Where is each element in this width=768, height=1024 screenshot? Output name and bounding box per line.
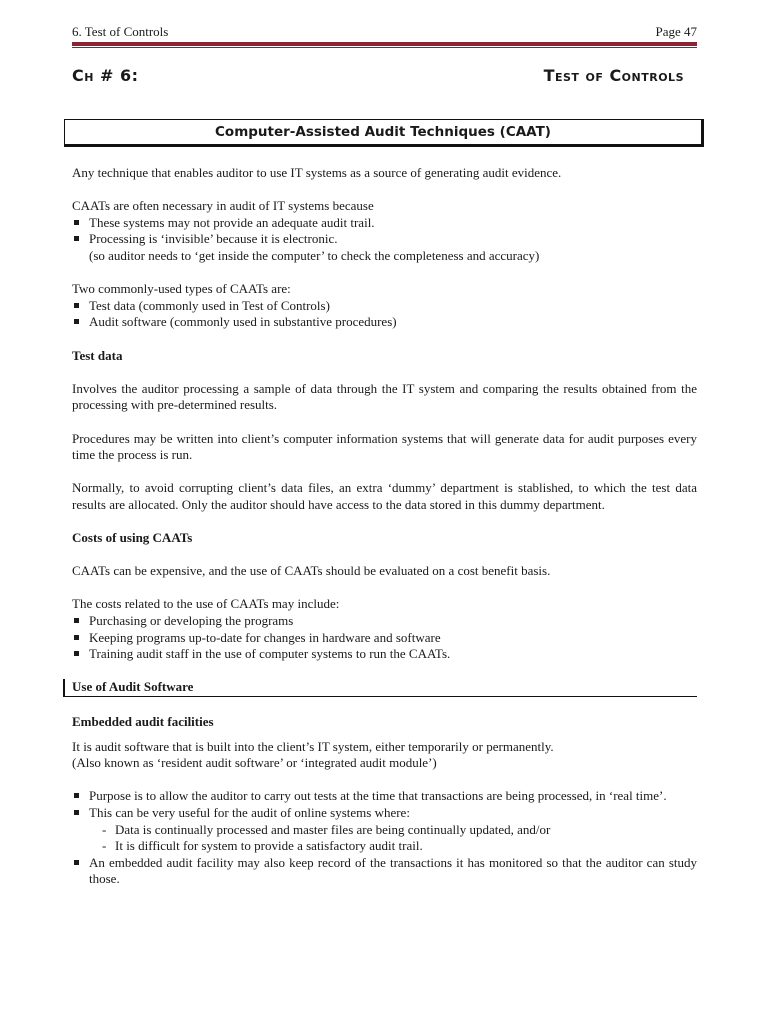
necessity-note: (so auditor needs to ‘get inside the computer’ to check the completeness and accuracy) [89,247,540,263]
list-item: Purchasing or developing the programs [72,613,697,630]
test-data-paragraph-1: Involves the auditor processing a sample of data through the IT system and comparing the results obtained from the processing with pre-determined results. [72,380,697,413]
caat-title-box [64,119,704,147]
types-list [72,298,697,331]
page-content [72,165,697,888]
test-data-heading: Test data [72,347,123,363]
list-item: Keeping programs up-to-date for changes in hardware and software [72,630,697,647]
necessity-lead: CAATs are often necessary in audit of IT systems because [72,198,374,214]
chapter-title: Test of Controls [543,66,684,85]
types-lead: Two commonly-used types of CAATs are: [72,281,291,297]
chapter-number: Ch # 6: [72,66,139,85]
sub-list [89,822,697,855]
list-item: Test data (commonly used in Test of Controls) [72,298,697,315]
embedded-facilities-heading: Embedded audit facilities [72,714,214,729]
section-marker [63,679,65,697]
running-header [72,24,697,42]
list-item: An embedded audit facility may also keep record of the transactions it has monitored so that the auditor can study those. [72,855,697,888]
page-number: Page 47 [655,24,697,39]
sub-list-item: - Data is continually processed and master files are being continually updated, and/or [102,822,697,839]
costs-lead: The costs related to the use of CAATs may include: [72,596,340,612]
embedded-paragraph-2: (Also known as ‘resident audit software’ or ‘integrated audit module’) [72,755,437,771]
running-header-chapter: 6. Test of Controls [72,24,169,39]
list-item: Training audit staff in the use of computer systems to run the CAATs. [72,646,697,663]
chapter-heading [72,66,684,86]
sub-list-item: - It is difficult for system to provide a satisfactory audit trail. [102,838,697,855]
embedded-paragraph-1: It is audit software that is built into the client’s IT system, either temporarily or permanently. [72,738,554,754]
costs-list [72,613,697,663]
caat-title: Computer-Assisted Audit Techniques (CAAT) [215,124,551,140]
list-item-text: This can be very useful for the audit of online systems where: [89,804,410,820]
list-item: These systems may not provide an adequate audit trail. [72,215,697,232]
list-item: Purpose is to allow the auditor to carry out tests at the time that transactions are being processed, in ‘real time’. [72,788,697,805]
header-rule-thick [72,42,697,46]
audit-software-section-heading [64,679,697,697]
necessity-list [72,215,697,248]
costs-paragraph: CAATs can be expensive, and the use of CAATs should be evaluated on a cost benefit basis. [72,563,551,579]
list-item: Processing is ‘invisible’ because it is electronic. [72,231,697,248]
list-item [72,805,697,855]
test-data-paragraph-3: Normally, to avoid corrupting client’s data files, an extra ‘dummy’ department is stablished, to which the test data results are allocated. Only the auditor should have access to the data stored in this dummy department. [72,480,697,512]
test-data-paragraph-2: Procedures may be written into client’s computer information systems that will generate data for audit purposes every time the process is run. [72,430,697,463]
embedded-list [72,788,697,888]
list-item: Audit software (commonly used in substantive procedures) [72,314,697,331]
section-title: Use of Audit Software [72,679,194,695]
costs-heading: Costs of using CAATs [72,530,193,546]
header-rule-thin [72,47,697,48]
intro-paragraph: Any technique that enables auditor to use IT systems as a source of generating audit evidence. [72,165,562,180]
